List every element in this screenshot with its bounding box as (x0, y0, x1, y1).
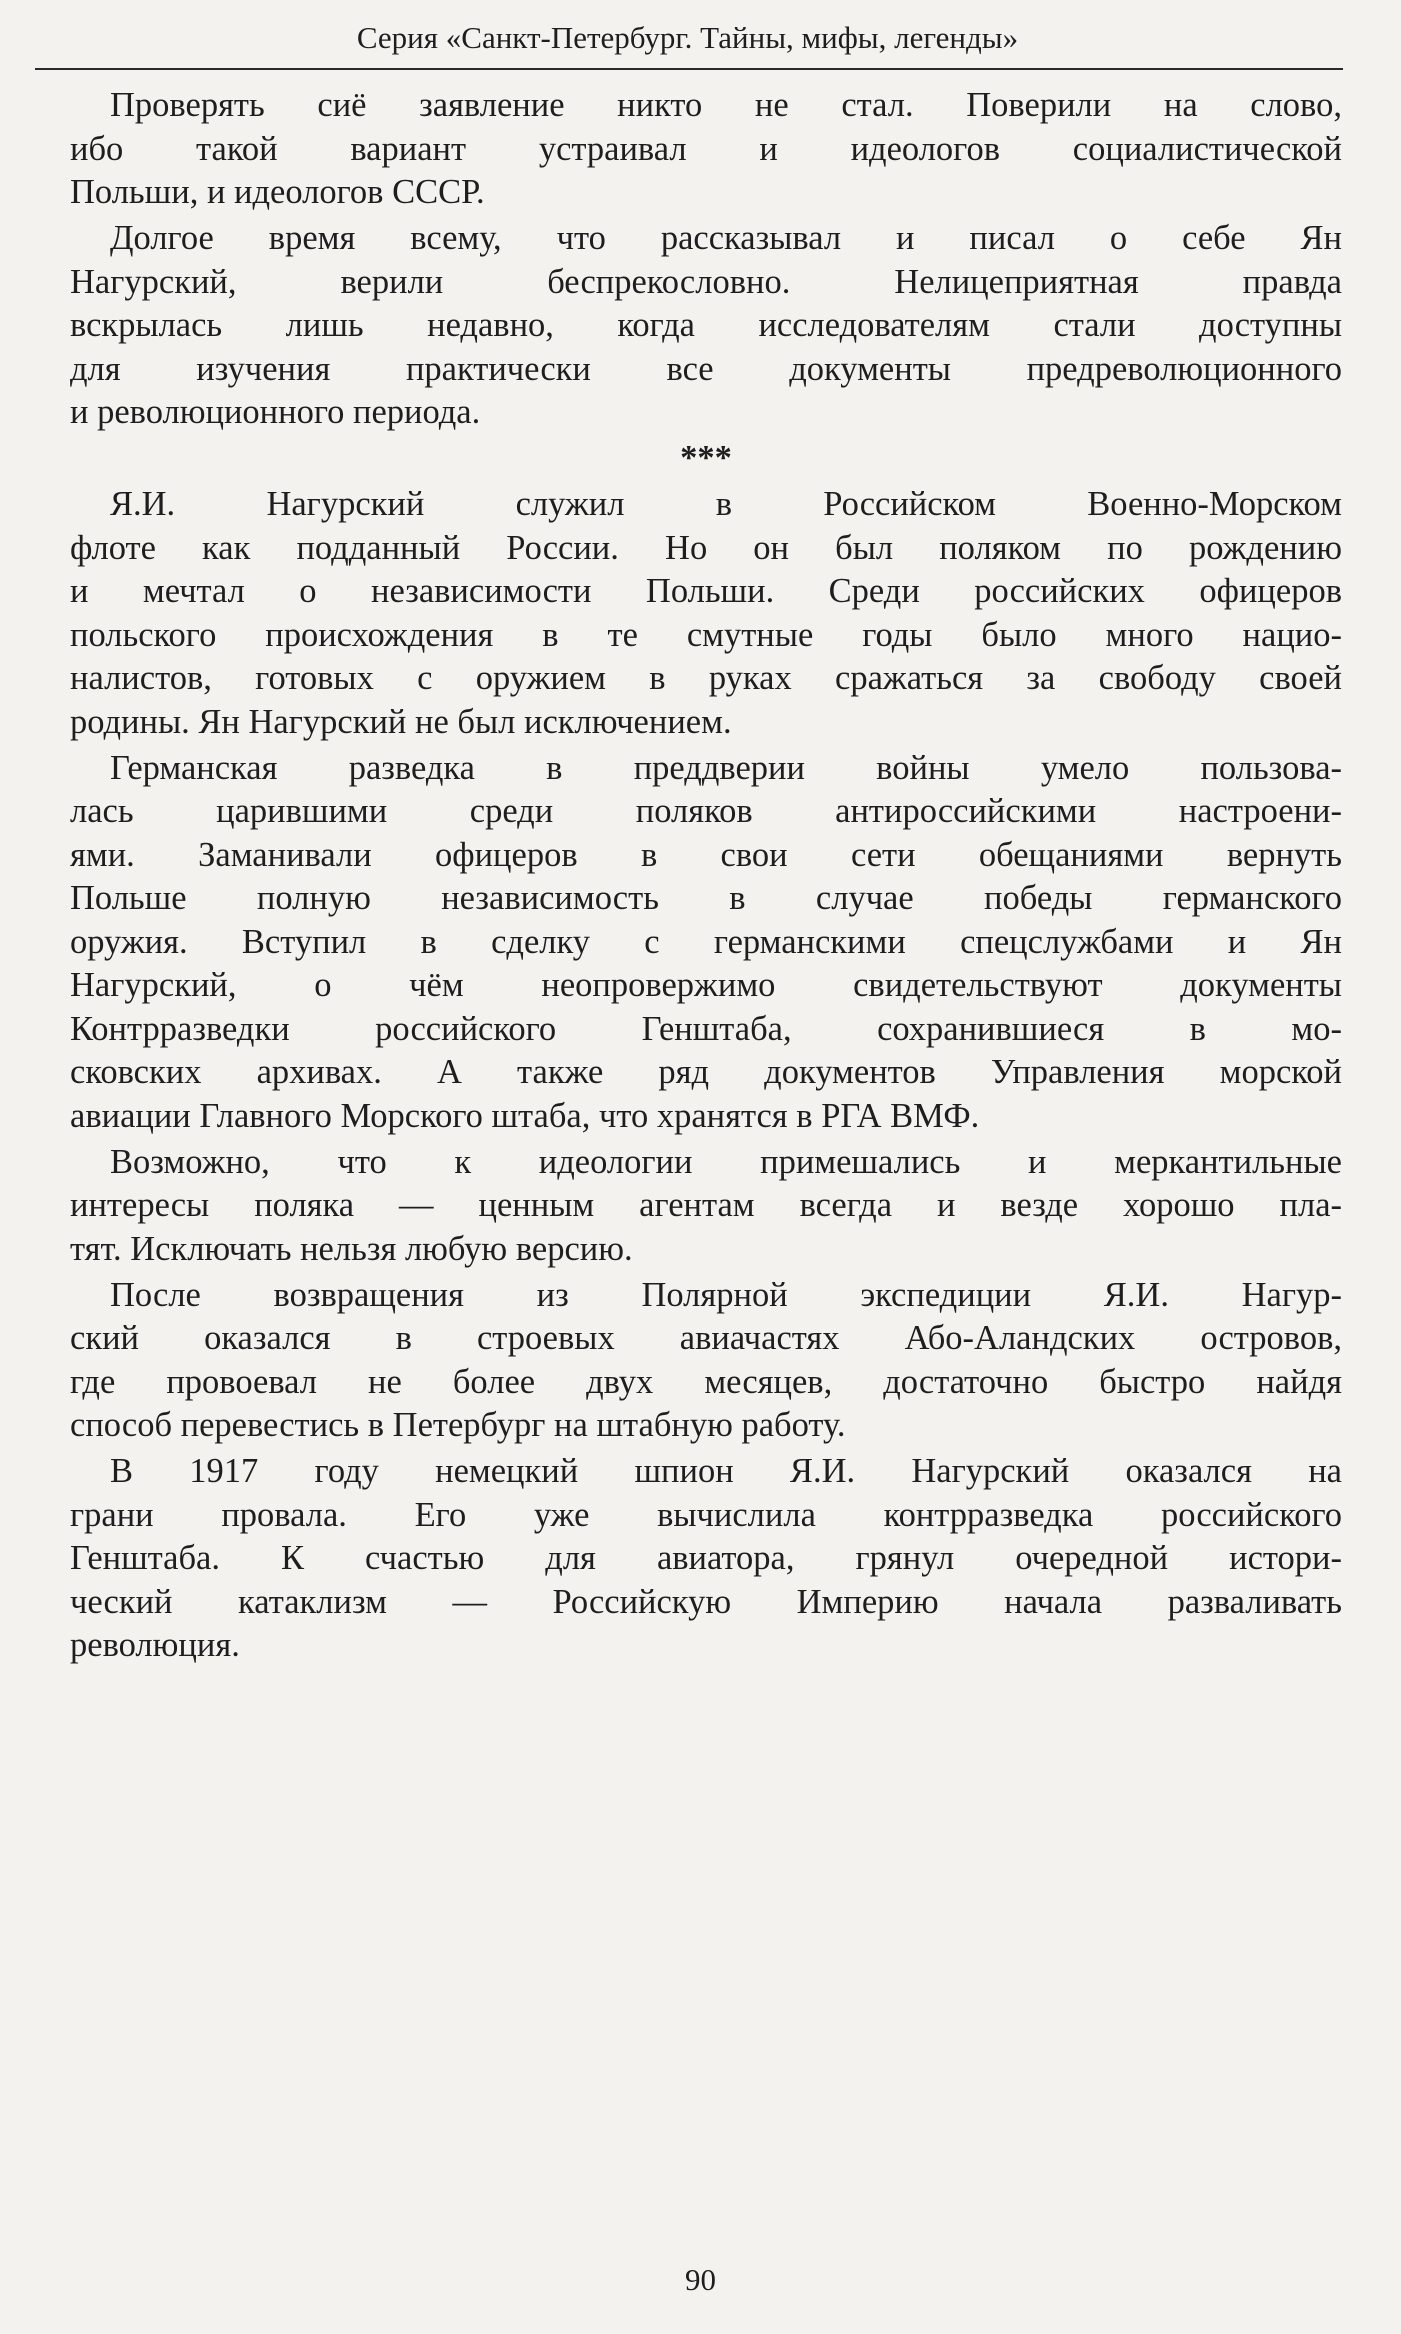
text-line: тят. Исключать нельзя любую версию. (70, 1229, 633, 1268)
running-title: Серия «Санкт-Петербург. Тайны, мифы, легенды» (356, 20, 1019, 55)
page-body (70, 84, 1342, 1670)
text-line: Я.И. Нагурский служил в Российском Военно-Морском (110, 485, 1342, 523)
text-line: Польши, и идеологов СССР. (70, 173, 485, 211)
paragraph (70, 1141, 1342, 1272)
text-line: вскрылась лишь недавно, когда исследователям стали доступны (70, 306, 1342, 344)
text-line: ский оказался в строевых авиачастях Або-Аландских островов, (70, 1319, 1342, 1357)
text-line: налистов, готовых с оружием в руках сражаться за свободу своей (70, 659, 1342, 697)
text-line: революция. (70, 1626, 240, 1664)
text-line: сковских архивах. А также ряд документов Управления морской (70, 1053, 1342, 1091)
paragraph (70, 217, 1342, 435)
text-line: для изучения практически все документы предреволюционного (70, 349, 1342, 388)
text-line: флоте как подданный России. Но он был поляком по рождению (70, 528, 1342, 567)
text-line: ибо такой вариант устраивал и идеологов социалистической (70, 129, 1342, 168)
text-line: родины. Ян Нагурский не был исключением. (70, 702, 732, 741)
text-line: Польше полную независимость в случае победы германского (70, 879, 1342, 917)
text-line: способ перевестись в Петербург на штабную работу. (70, 1406, 846, 1444)
header-rule (35, 68, 1343, 70)
paragraph (70, 1274, 1342, 1448)
text-line: Проверять сиё заявление никто не стал. Поверили на слово, (110, 86, 1342, 124)
text-line: и мечтал о независимости Польши. Среди российских офицеров (70, 572, 1342, 610)
text-line: Германская разведка в преддверии войны умело пользова- (110, 748, 1342, 787)
text-line: и революционного периода. (70, 393, 481, 431)
text-line: ческий катаклизм — Российскую Империю начала разваливать (70, 1582, 1342, 1621)
text-line: интересы поляка — ценным агентам всегда и везде хорошо пла- (70, 1186, 1342, 1224)
text-line: Долгое время всему, что рассказывал и писал о себе Ян (110, 219, 1342, 257)
text-line: ями. Заманивали офицеров в свои сети обещаниями вернуть (70, 835, 1342, 874)
text-line: Генштаба. К счастью для авиатора, грянул очередной истори- (70, 1539, 1342, 1577)
text-line: Нагурский, о чём неопровержимо свидетельствуют документы (70, 966, 1342, 1004)
paragraph (70, 84, 1342, 215)
paragraph (70, 1450, 1342, 1668)
paragraph (70, 747, 1342, 1139)
text-line: После возвращения из Полярной экспедиции Я.И. Нагур- (110, 1275, 1342, 1314)
text-line: авиации Главного Морского штаба, что хранятся в РГА ВМФ. (70, 1096, 980, 1135)
text-line: польского происхождения в те смутные годы было много нацио- (70, 615, 1342, 654)
text-line: Возможно, что к идеологии примешались и меркантильные (110, 1142, 1342, 1181)
text-line: грани провала. Его уже вычислила контрразведка российского (70, 1495, 1342, 1534)
text-line: В 1917 году немецкий шпион Я.И. Нагурский оказался на (110, 1452, 1342, 1490)
page-number: 90 (685, 2262, 716, 2297)
paragraph (70, 483, 1342, 744)
text-line: Нагурский, верили беспрекословно. Нелицеприятная правда (70, 262, 1342, 301)
text-line: оружия. Вступил в сделку с германскими спецслужбами и Ян (70, 922, 1342, 961)
section-separator: *** (680, 439, 732, 477)
text-line: Контрразведки российского Генштаба, сохранившиеся в мо- (70, 1009, 1342, 1048)
text-line: лась царившими среди поляков антироссийскими настроени- (70, 792, 1342, 830)
text-line: где провоевал не более двух месяцев, достаточно быстро найдя (70, 1362, 1342, 1401)
